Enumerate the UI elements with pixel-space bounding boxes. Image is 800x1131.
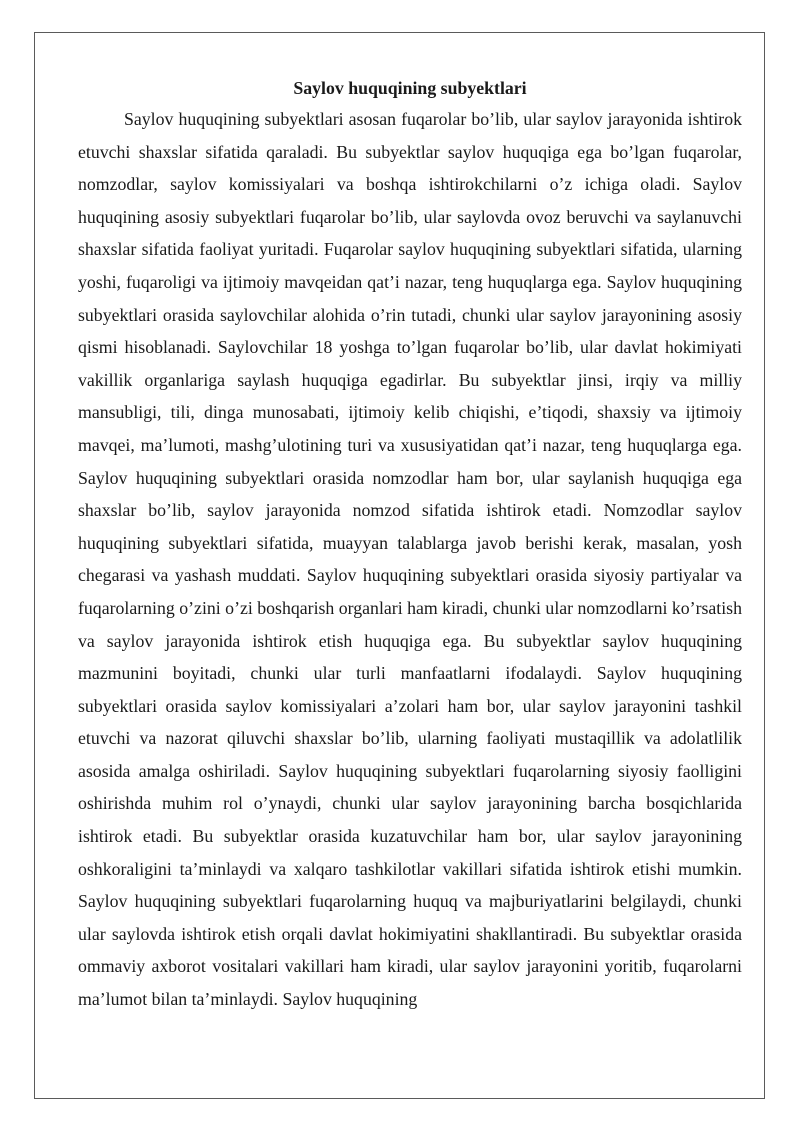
body-paragraph: Saylov huquqining subyektlari asosan fuqarolar bo’lib, ular saylov jarayonida ishtirok etuvchi shaxslar sifatida qaraladi. Bu subyektlar saylov huquqiga ega bo’lgan fuqarolar, nomzodlar, saylov komissiyalari va boshqa ishtirokchilarni o’z ichiga oladi. Saylov huquqining asosiy subyektlari fuqarolar bo’lib, ular saylovda ovoz beruvchi va saylanuvchi shaxslar sifatida faoliyat yuritadi. Fuqarolar saylov huquqining subyektlari sifatida, ularning yoshi, fuqaroligi va ijtimoiy mavqeidan qat’i nazar, teng huquqlarga ega. Saylov huquqining subyektlari orasida saylovchilar alohida o’rin tutadi, chunki ular saylov jarayonining asosiy qismi hisoblanadi. Saylovchilar 18 yoshga to’lgan fuqarolar bo’lib, ular davlat hokimiyati vakillik organlariga saylash huquqiga egadirlar. Bu subyektlar jinsi, irqiy va milliy mansubligi, tili, dinga munosabati, ijtimoiy kelib chiqishi, e’tiqodi, shaxsiy va ijtimoiy mavqei, ma’lumoti, mashg’ulotining turi va xususiyatidan qat’i nazar, teng huquqlarga ega. Saylov huquqining subyektlari orasida nomzodlar ham bor, ular saylanish huquqiga ega shaxslar bo’lib, saylov jarayonida nomzod sifatida ishtirok etadi. Nomzodlar saylov huquqining subyektlari sifatida, muayyan talablarga javob berishi kerak, masalan, yosh chegarasi va yashash muddati. Saylov huquqining subyektlari orasida siyosiy partiyalar va fuqarolarning o’zini o’zi boshqarish organlari ham kiradi, chunki ular nomzodlarni ko’rsatish va saylov jarayonida ishtirok etish huquqiga ega. Bu subyektlar saylov huquqining mazmunini boyitadi, chunki ular turli manfaatlarni ifodalaydi. Saylov huquqining subyektlari orasida saylov komissiyalari a’zolari ham bor, ular saylov jarayonini tashkil etuvchi va nazorat qiluvchi shaxslar bo’lib, ularning faoliyati mustaqillik va adolatlilik asosida amalga oshiriladi. Saylov huquqining subyektlari fuqarolarning siyosiy faolligini oshirishda muhim rol o’ynaydi, chunki ular saylov jarayonining barcha bosqichlarida ishtirok etadi. Bu subyektlar orasida kuzatuvchilar ham bor, ular saylov jarayonining oshkoraligini ta’minlaydi va xalqaro tashkilotlar vakillari sifatida ishtirok etishi mumkin. Saylov huquqining subyektlari fuqarolarning huquq va majburiyatlarini belgilaydi, chunki ular saylovda ishtirok etish orqali davlat hokimiyatini shakllantiradi. Bu subyektlar orasida ommaviy axborot vositalari vakillari ham kiradi, ular saylov jarayonini yoritib, fuqarolarni ma’lumot bilan ta’minlaydi. Saylov huquqining — [78, 109, 742, 1010]
document-title: Saylov huquqining subyektlari — [293, 78, 527, 98]
document-content — [78, 74, 742, 1016]
